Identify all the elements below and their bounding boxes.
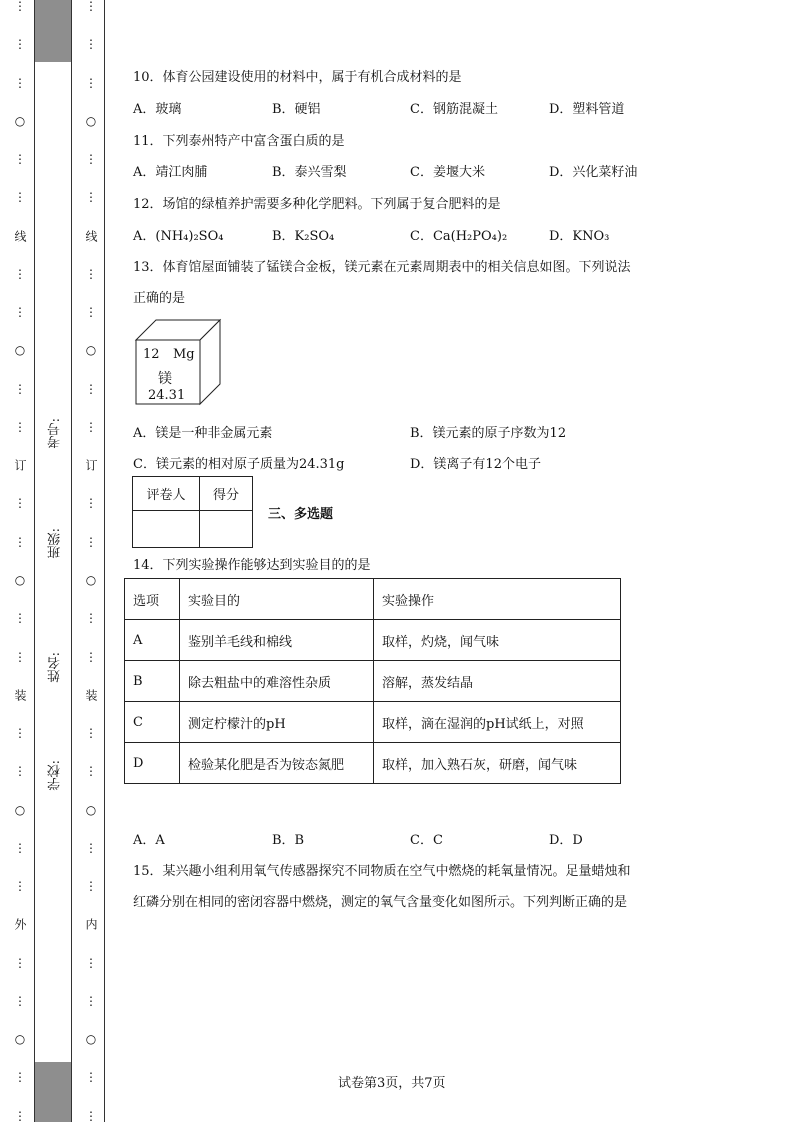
class-field: 班级: [48, 528, 63, 559]
dots: ⋮ [85, 726, 97, 741]
name-field: 姓名: [48, 652, 63, 683]
q13-option-d: D．镁离子有12个电子 [410, 457, 541, 472]
dots: ⋮ [85, 534, 97, 549]
table-row [125, 620, 621, 661]
q14-option-d: D．D [549, 833, 583, 848]
q11-option-c: C．姜堰大米 [410, 165, 485, 180]
grader-header: 评卷人 [133, 477, 200, 511]
q13-stem-line1: 13．体育馆屋面铺装了锰镁合金板，镁元素在元素周期表中的相关信息如图。下列说法 [133, 260, 631, 275]
dots: ⋮ [85, 840, 97, 855]
outer-label-ding: 订 [13, 459, 27, 472]
inner-binding-line [85, 0, 97, 1122]
q12-option-b: B．K₂SO₄ [272, 229, 335, 244]
inner-label-zhuang: 装 [84, 688, 98, 701]
q13-stem-line2: 正确的是 [133, 291, 186, 306]
outer-label-wai: 外 [13, 918, 27, 931]
dots: ⋮ [14, 37, 26, 52]
dots: ⋮ [14, 190, 26, 205]
q12-option-a: A．(NH₄)₂SO₄ [133, 229, 224, 244]
dots: ⋮ [14, 75, 26, 90]
table-header-row [125, 579, 621, 620]
element-number: 12 [143, 347, 160, 362]
table-row [125, 661, 621, 702]
dots: ⋮ [85, 1108, 97, 1123]
row-operation: 取样，灼烧，闻气味 [374, 620, 621, 661]
q11-option-b: B．泰兴雪梨 [272, 165, 347, 180]
circle-mark: ○ [85, 113, 97, 128]
q14-option-b: B．B [272, 833, 305, 848]
q12-option-c: C．Ca(H₂PO₄)₂ [410, 229, 508, 244]
row-option: C [125, 702, 180, 743]
row-option: D [125, 743, 180, 784]
row-purpose: 除去粗盐中的难溶性杂质 [180, 661, 374, 702]
dots: ⋮ [85, 305, 97, 320]
section-title: 三、多选题 [268, 507, 334, 522]
q10-option-b: B．硬铝 [272, 102, 321, 117]
q12-stem: 12．场馆的绿植养护需要多种化学肥料。下列属于复合肥料的是 [133, 197, 501, 212]
q10-option-a: A．玻璃 [133, 102, 182, 117]
q13-option-b: B．镁元素的原子序数为12 [410, 426, 567, 441]
dots: ⋮ [85, 1070, 97, 1085]
circle-mark: ○ [14, 343, 26, 358]
circle-mark: ○ [14, 802, 26, 817]
dots: ⋮ [14, 1108, 26, 1123]
score-cell[interactable] [200, 511, 253, 548]
experiment-table [124, 578, 621, 784]
dots: ⋮ [14, 305, 26, 320]
table-row [125, 702, 621, 743]
row-operation: 取样，加入熟石灰，研磨，闻气味 [374, 743, 621, 784]
row-purpose: 检验某化肥是否为铵态氮肥 [180, 743, 374, 784]
q15-stem-line2: 红磷分别在相同的密闭容器中燃烧，测定的氧气含量变化如图所示。下列判断正确的是 [133, 895, 628, 910]
dots: ⋮ [14, 879, 26, 894]
dots: ⋮ [14, 764, 26, 779]
dots: ⋮ [14, 993, 26, 1008]
q15-stem-line1: 15．某兴趣小组利用氧气传感器探究不同物质在空气中燃烧的耗氧量情况。足量蜡烛和 [133, 864, 631, 879]
outer-label-zhuang: 装 [13, 688, 27, 701]
dots: ⋮ [14, 496, 26, 511]
dots: ⋮ [14, 0, 26, 13]
student-info-strip [34, 0, 72, 1122]
row-option: A [125, 620, 180, 661]
q10-option-d: D．塑料管道 [549, 102, 625, 117]
strip-top-shade [35, 0, 71, 62]
element-symbol: Mg [173, 347, 195, 362]
outer-label-xian: 线 [13, 229, 27, 242]
page-footer: 试卷第3页，共7页 [338, 1076, 446, 1091]
element-mass: 24.31 [148, 388, 186, 403]
dots: ⋮ [85, 190, 97, 205]
dots: ⋮ [85, 496, 97, 511]
outer-binding-line [14, 0, 26, 1122]
q10-option-c: C．钢筋混凝土 [410, 102, 498, 117]
dots: ⋮ [14, 840, 26, 855]
dots: ⋮ [85, 381, 97, 396]
q13-option-c: C．镁元素的相对原子质量为24.31g [133, 457, 345, 472]
circle-mark: ○ [14, 572, 26, 587]
dots: ⋮ [14, 381, 26, 396]
dots: ⋮ [14, 419, 26, 434]
dots: ⋮ [85, 75, 97, 90]
q14-option-a: A．A [133, 833, 165, 848]
circle-mark: ○ [85, 802, 97, 817]
dots: ⋮ [14, 611, 26, 626]
dots: ⋮ [14, 649, 26, 664]
margin-rule [104, 0, 105, 1122]
dots: ⋮ [14, 1070, 26, 1085]
row-operation: 溶解，蒸发结晶 [374, 661, 621, 702]
dots: ⋮ [85, 266, 97, 281]
inner-label-nei: 内 [84, 918, 98, 931]
q11-stem: 11．下列泰州特产中富含蛋白质的是 [133, 134, 345, 149]
q14-stem: 14．下列实验操作能够达到实验目的的是 [133, 558, 371, 573]
school-field: 学校: [48, 760, 63, 791]
dots: ⋮ [85, 993, 97, 1008]
dots: ⋮ [14, 534, 26, 549]
table-row [125, 743, 621, 784]
row-operation: 取样，滴在湿润的pH试纸上，对照 [374, 702, 621, 743]
q13-option-a: A．镁是一种非金属元素 [133, 426, 273, 441]
row-purpose: 鉴别羊毛线和棉线 [180, 620, 374, 661]
dots: ⋮ [85, 649, 97, 664]
dots: ⋮ [14, 955, 26, 970]
dots: ⋮ [85, 37, 97, 52]
dots: ⋮ [14, 726, 26, 741]
circle-mark: ○ [85, 572, 97, 587]
grader-score-box [132, 476, 253, 548]
dots: ⋮ [85, 0, 97, 13]
dots: ⋮ [14, 266, 26, 281]
dots: ⋮ [85, 879, 97, 894]
inner-label-xian: 线 [84, 229, 98, 242]
score-header: 得分 [200, 477, 253, 511]
col-header-purpose: 实验目的 [180, 579, 374, 620]
inner-label-ding: 订 [84, 459, 98, 472]
grader-cell[interactable] [133, 511, 200, 548]
dots: ⋮ [85, 764, 97, 779]
circle-mark: ○ [85, 343, 97, 358]
strip-bottom-shade [35, 1062, 71, 1122]
circle-mark: ○ [85, 1032, 97, 1047]
dots: ⋮ [85, 152, 97, 167]
row-option: B [125, 661, 180, 702]
exam-number-field: 考号: [48, 418, 63, 449]
col-header-option: 选项 [125, 579, 180, 620]
dots: ⋮ [85, 419, 97, 434]
element-name: 镁 [158, 371, 172, 387]
row-purpose: 测定柠檬汁的pH [180, 702, 374, 743]
q12-option-d: D．KNO₃ [549, 229, 610, 244]
dots: ⋮ [85, 955, 97, 970]
circle-mark: ○ [14, 1032, 26, 1047]
q14-option-c: C．C [410, 833, 443, 848]
dots: ⋮ [14, 152, 26, 167]
col-header-operation: 实验操作 [374, 579, 621, 620]
q11-option-d: D．兴化菜籽油 [549, 165, 638, 180]
circle-mark: ○ [14, 113, 26, 128]
dots: ⋮ [85, 611, 97, 626]
q10-stem: 10．体育公园建设使用的材料中，属于有机合成材料的是 [133, 70, 462, 85]
q11-option-a: A．靖江肉脯 [133, 165, 208, 180]
